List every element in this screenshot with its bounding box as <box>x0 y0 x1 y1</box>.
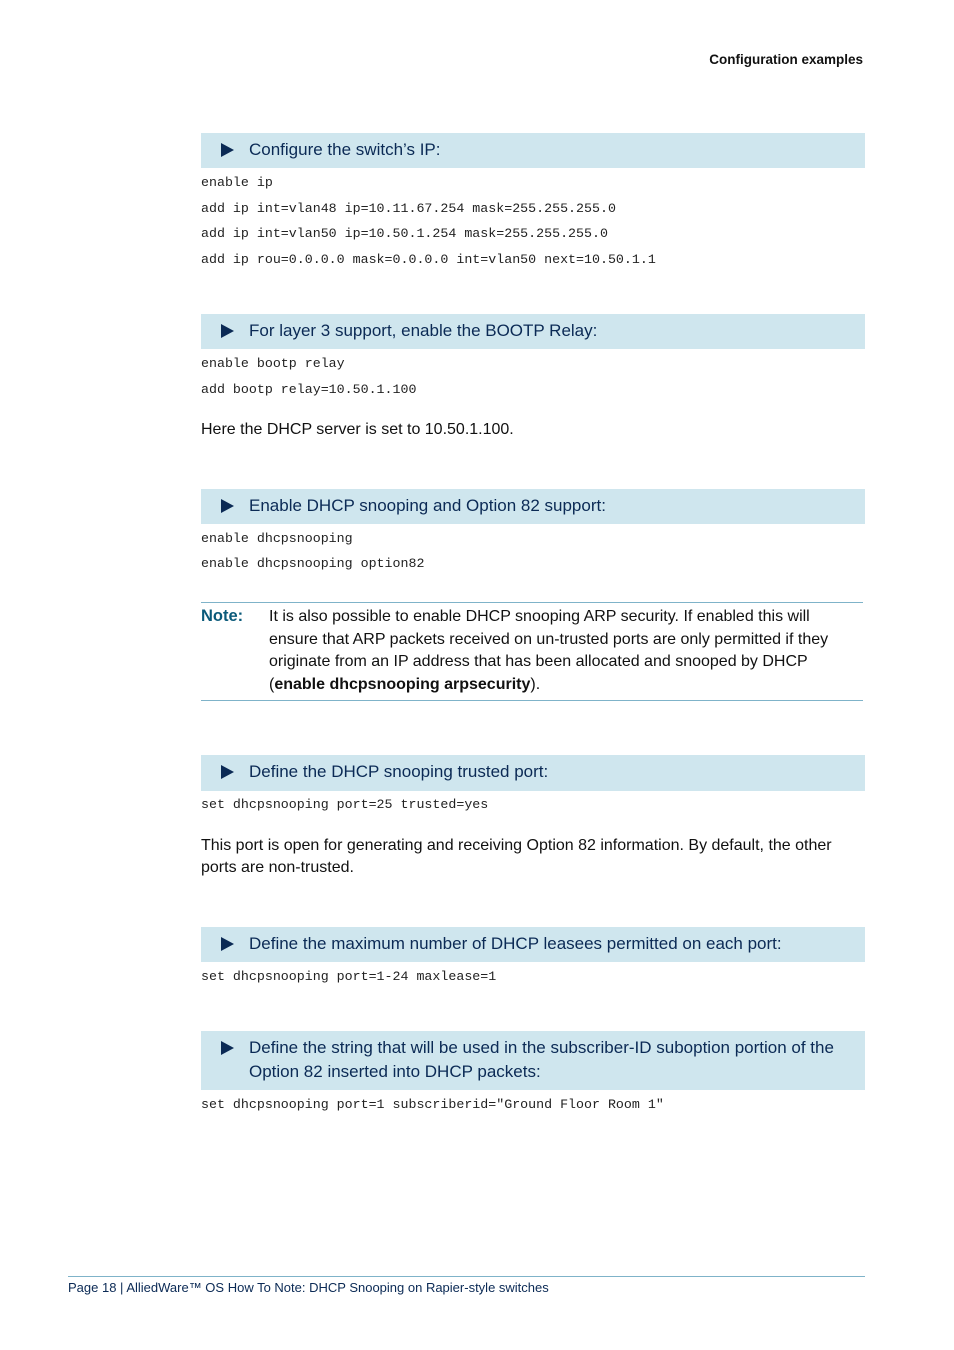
triangle-bullet-icon <box>221 143 234 157</box>
triangle-bullet-icon <box>221 324 234 338</box>
step-heading-text: Define the string that will be used in the subscriber-ID suboption portion of the Option 82 inserted into DHCP packets: <box>249 1038 834 1081</box>
step-heading-text: Define the maximum number of DHCP leasees permitted on each port: <box>249 934 782 953</box>
code-line: set dhcpsnooping port=25 trusted=yes <box>201 797 489 812</box>
note-command: enable dhcpsnooping arpsecurity <box>274 675 531 693</box>
step-heading-text: For layer 3 support, enable the BOOTP Relay: <box>249 321 598 340</box>
page-footer: Page 18 | AlliedWare™ OS How To Note: DHCP Snooping on Rapier-style switches <box>68 1280 549 1295</box>
body-paragraph: This port is open for generating and receiving Option 82 information. By default, the other ports are non-trusted. <box>201 837 832 876</box>
code-line: enable dhcpsnooping <box>201 531 353 546</box>
code-line: add ip int=vlan50 ip=10.50.1.254 mask=255.255.255.0 <box>201 226 608 241</box>
body-paragraph: Here the DHCP server is set to 10.50.1.100. <box>201 421 514 438</box>
step-heading-text: Configure the switch’s IP: <box>249 140 441 159</box>
footer-rule <box>68 1276 865 1277</box>
code-line: enable ip <box>201 175 273 190</box>
code-line: enable dhcpsnooping option82 <box>201 556 425 571</box>
triangle-bullet-icon <box>221 765 234 779</box>
note-box <box>201 602 863 701</box>
step-heading-subscriber-id <box>201 1031 865 1090</box>
triangle-bullet-icon <box>221 499 234 513</box>
code-line: set dhcpsnooping port=1-24 maxlease=1 <box>201 969 497 984</box>
step-heading-text: Define the DHCP snooping trusted port: <box>249 762 549 781</box>
triangle-bullet-icon <box>221 1041 234 1055</box>
step-heading-maxlease <box>201 927 865 962</box>
code-line: set dhcpsnooping port=1 subscriberid="Ground Floor Room 1" <box>201 1097 664 1112</box>
step-heading-bootp-relay <box>201 314 865 349</box>
code-line: add ip rou=0.0.0.0 mask=0.0.0.0 int=vlan50 next=10.50.1.1 <box>201 252 656 267</box>
step-heading-text: Enable DHCP snooping and Option 82 support: <box>249 496 606 515</box>
step-heading-enable-snooping <box>201 489 865 524</box>
code-line: add bootp relay=10.50.1.100 <box>201 382 417 397</box>
note-label: Note: <box>201 607 244 625</box>
running-header: Configuration examples <box>709 52 863 67</box>
code-line: enable bootp relay <box>201 356 345 371</box>
code-line: add ip int=vlan48 ip=10.11.67.254 mask=255.255.255.0 <box>201 201 616 216</box>
step-heading-configure-ip <box>201 133 865 168</box>
step-heading-trusted-port <box>201 755 865 791</box>
triangle-bullet-icon <box>221 937 234 951</box>
note-text: It is also possible to enable DHCP snooping ARP security. If enabled this will ensure that ARP packets received on un-trusted ports are only permitted if they originate from an IP address that has been allocated and snooped by DHCP (enable dhcpsnooping arpsecurity). <box>269 608 829 693</box>
